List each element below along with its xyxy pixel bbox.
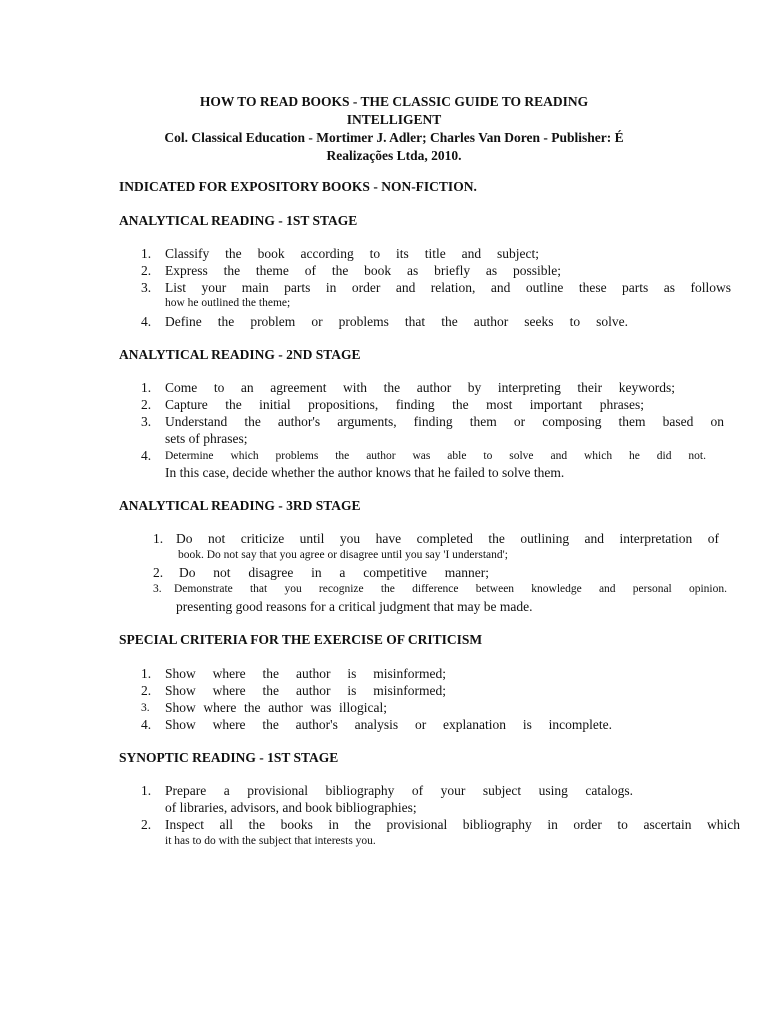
item-text: Define the problem or problems that the author seeks to solve. xyxy=(165,314,628,329)
list-item xyxy=(153,564,733,581)
section-heading: ANALYTICAL READING - 2ND STAGE xyxy=(119,347,361,362)
list-item xyxy=(141,413,731,447)
item-number: 3. xyxy=(141,414,152,429)
item-number: 2. xyxy=(141,683,152,698)
section-heading: SPECIAL CRITERIA FOR THE EXERCISE OF CRITICISM xyxy=(119,632,483,647)
list-item xyxy=(141,379,731,396)
item-text-continued: sets of phrases; xyxy=(165,431,248,446)
item-text: Show where the author's analysis or explanation is incomplete. xyxy=(165,717,612,732)
item-text: Show where the author is misinformed; xyxy=(165,666,446,681)
list-item xyxy=(153,530,733,564)
item-text: Demonstrate that you recognize the difference between knowledge and personal opinion. xyxy=(174,583,727,595)
item-text-continued: how he outlined the theme; xyxy=(165,297,291,309)
document-title-block xyxy=(110,93,678,165)
section-heading: ANALYTICAL READING - 1ST STAGE xyxy=(119,213,358,228)
item-text: List your main parts in order and relation, and outline these parts as follows xyxy=(165,280,731,295)
credit-line-1: Col. Classical Education - Mortimer J. Adler; Charles Van Doren - Publisher: É xyxy=(164,130,624,145)
indicated-heading: INDICATED FOR EXPOSITORY BOOKS - NON-FICTION. xyxy=(119,179,477,194)
list-item xyxy=(141,716,731,733)
item-text: Show where the author is misinformed; xyxy=(165,683,446,698)
item-number: 1. xyxy=(141,246,152,261)
list-item xyxy=(141,313,731,330)
item-text: Capture the initial propositions, finding the most important phrases; xyxy=(165,397,644,412)
list-item xyxy=(141,816,741,850)
item-number: 1. xyxy=(153,531,164,546)
item-text: Classify the book according to its title and subject; xyxy=(165,246,539,261)
item-text: Come to an agreement with the author by interpreting their keywords; xyxy=(165,380,675,395)
item-number: 3. xyxy=(153,583,162,595)
item-number: 4. xyxy=(141,448,152,463)
item-text-continued: it has to do with the subject that interests you. xyxy=(165,835,376,847)
title-line-2: INTELLIGENT xyxy=(346,112,442,127)
item-text: Inspect all the books in the provisional bibliography in order to ascertain which xyxy=(165,817,740,832)
list-item xyxy=(141,262,731,279)
list-item xyxy=(141,682,731,699)
item-text-continued: of libraries, advisors, and book bibliographies; xyxy=(165,800,417,815)
item-text: Prepare a provisional bibliography of your subject using catalogs. xyxy=(165,783,633,798)
item-number: 4. xyxy=(141,717,152,732)
item-number: 2. xyxy=(141,263,152,278)
item-text: Express the theme of the book as briefly as possible; xyxy=(165,263,561,278)
list-item xyxy=(141,279,731,313)
item-number: 3. xyxy=(141,702,150,714)
item-number: 3. xyxy=(141,280,152,295)
item-number: 1. xyxy=(141,666,152,681)
item-text: Do not criticize until you have completed the outlining and interpretation of xyxy=(176,531,719,546)
list-item xyxy=(141,782,741,816)
item-number: 2. xyxy=(153,565,164,580)
item-text-continued: presenting good reasons for a critical judgment that may be made. xyxy=(176,599,533,614)
item-number: 4. xyxy=(141,314,152,329)
item-number: 2. xyxy=(141,817,152,832)
item-number: 1. xyxy=(141,380,152,395)
list-item xyxy=(153,580,733,614)
item-number: 1. xyxy=(141,783,152,798)
list-item xyxy=(141,245,731,262)
item-text-continued: book. Do not say that you agree or disagree until you say 'I understand'; xyxy=(178,549,508,561)
list-item xyxy=(141,396,731,413)
item-text: Do not disagree in a competitive manner; xyxy=(179,565,489,580)
item-text-continued: In this case, decide whether the author knows that he failed to solve them. xyxy=(165,465,565,480)
credit-line-2: Realizações Ltda, 2010. xyxy=(326,148,462,163)
item-text: Understand the author's arguments, finding them or composing them based on xyxy=(165,414,724,429)
item-number: 2. xyxy=(141,397,152,412)
item-text: Show where the author was illogical; xyxy=(165,700,387,715)
list-item xyxy=(141,665,731,682)
list-item xyxy=(141,699,731,716)
title-line-1: HOW TO READ BOOKS - THE CLASSIC GUIDE TO READING xyxy=(199,94,589,109)
section-heading: ANALYTICAL READING - 3RD STAGE xyxy=(119,498,361,513)
item-text: Determine which problems the author was able to solve and which he did not. xyxy=(165,450,706,462)
list-item xyxy=(141,447,731,481)
section-heading: SYNOPTIC READING - 1ST STAGE xyxy=(119,750,339,765)
